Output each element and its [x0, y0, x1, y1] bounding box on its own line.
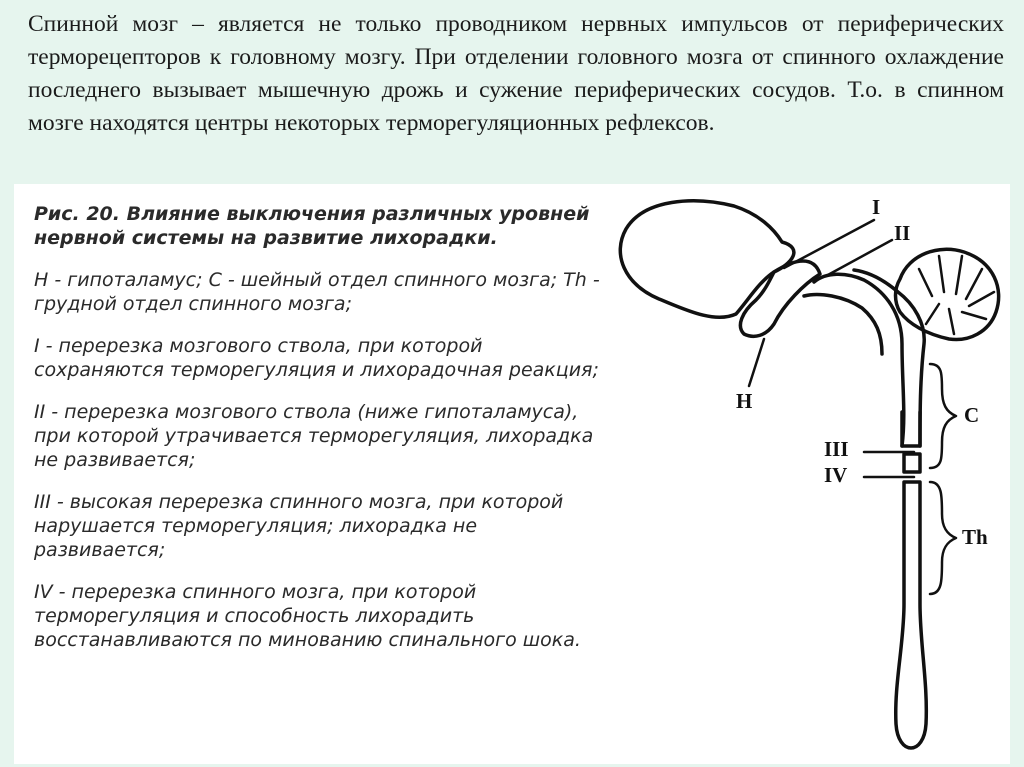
hypothalamus-pointer	[749, 339, 764, 386]
label-cut-3: III	[824, 437, 849, 461]
cervical-brace	[930, 364, 956, 468]
label-thoracic: Th	[962, 525, 988, 549]
cut-line-1	[784, 220, 874, 268]
caption-item-1: I - перерезка мозгового ствола, при которой сохраняются терморегуляция и лихорадочная реакция;	[34, 335, 599, 381]
thoracic-brace	[930, 482, 956, 594]
cerebellum-folia	[919, 256, 994, 334]
caption-item-4: IV - перерезка спинного мозга, при которой терморегуляция и способность лихорадить восстанавливаются по минованию спинального шока.	[34, 581, 581, 651]
caption-title: Рис. 20. Влияние выключения различных уровней нервной системы на развитие лихорадки.	[34, 203, 590, 249]
label-cut-1: I	[872, 195, 881, 219]
caption-legend: Н - гипоталамус; С - шейный отдел спинного мозга; Th - грудной отдел спинного мозга;	[34, 269, 600, 315]
figure-panel	[14, 184, 1010, 764]
label-cervical: C	[964, 403, 980, 427]
spinal-segment	[904, 454, 920, 472]
label-cut-4: IV	[824, 463, 848, 487]
thoracic-cord	[896, 482, 927, 748]
brainstem-inner	[804, 295, 882, 355]
label-cut-2: II	[894, 221, 911, 245]
caption-item-3: III - высокая перерезка спинного мозга, при которой нарушается терморегуляция; лихорадка не развивается;	[34, 491, 564, 561]
label-hypothalamus: H	[736, 389, 753, 413]
cerebrum-outline	[620, 201, 794, 317]
brain-spinal-cord-diagram	[14, 184, 1010, 764]
hypothalamus-outline	[740, 261, 820, 336]
caption-item-2: II - перерезка мозгового ствола (ниже гипоталамуса), при которой утрачивается терморегуляция, лихорадка не развивается;	[34, 401, 594, 471]
intro-paragraph: Спинной мозг – является не только проводником нервных импульсов от периферических терморецепторов к головному мозгу. При отделении головного мозга от спинного охлаждение последнего вызывает мышечную дрожь и сужение периферических сосудов. Т.о. в спинном мозге находятся центры некоторых терморегуляционных рефлексов.	[28, 11, 1004, 136]
cerebellum-outline	[896, 249, 999, 339]
